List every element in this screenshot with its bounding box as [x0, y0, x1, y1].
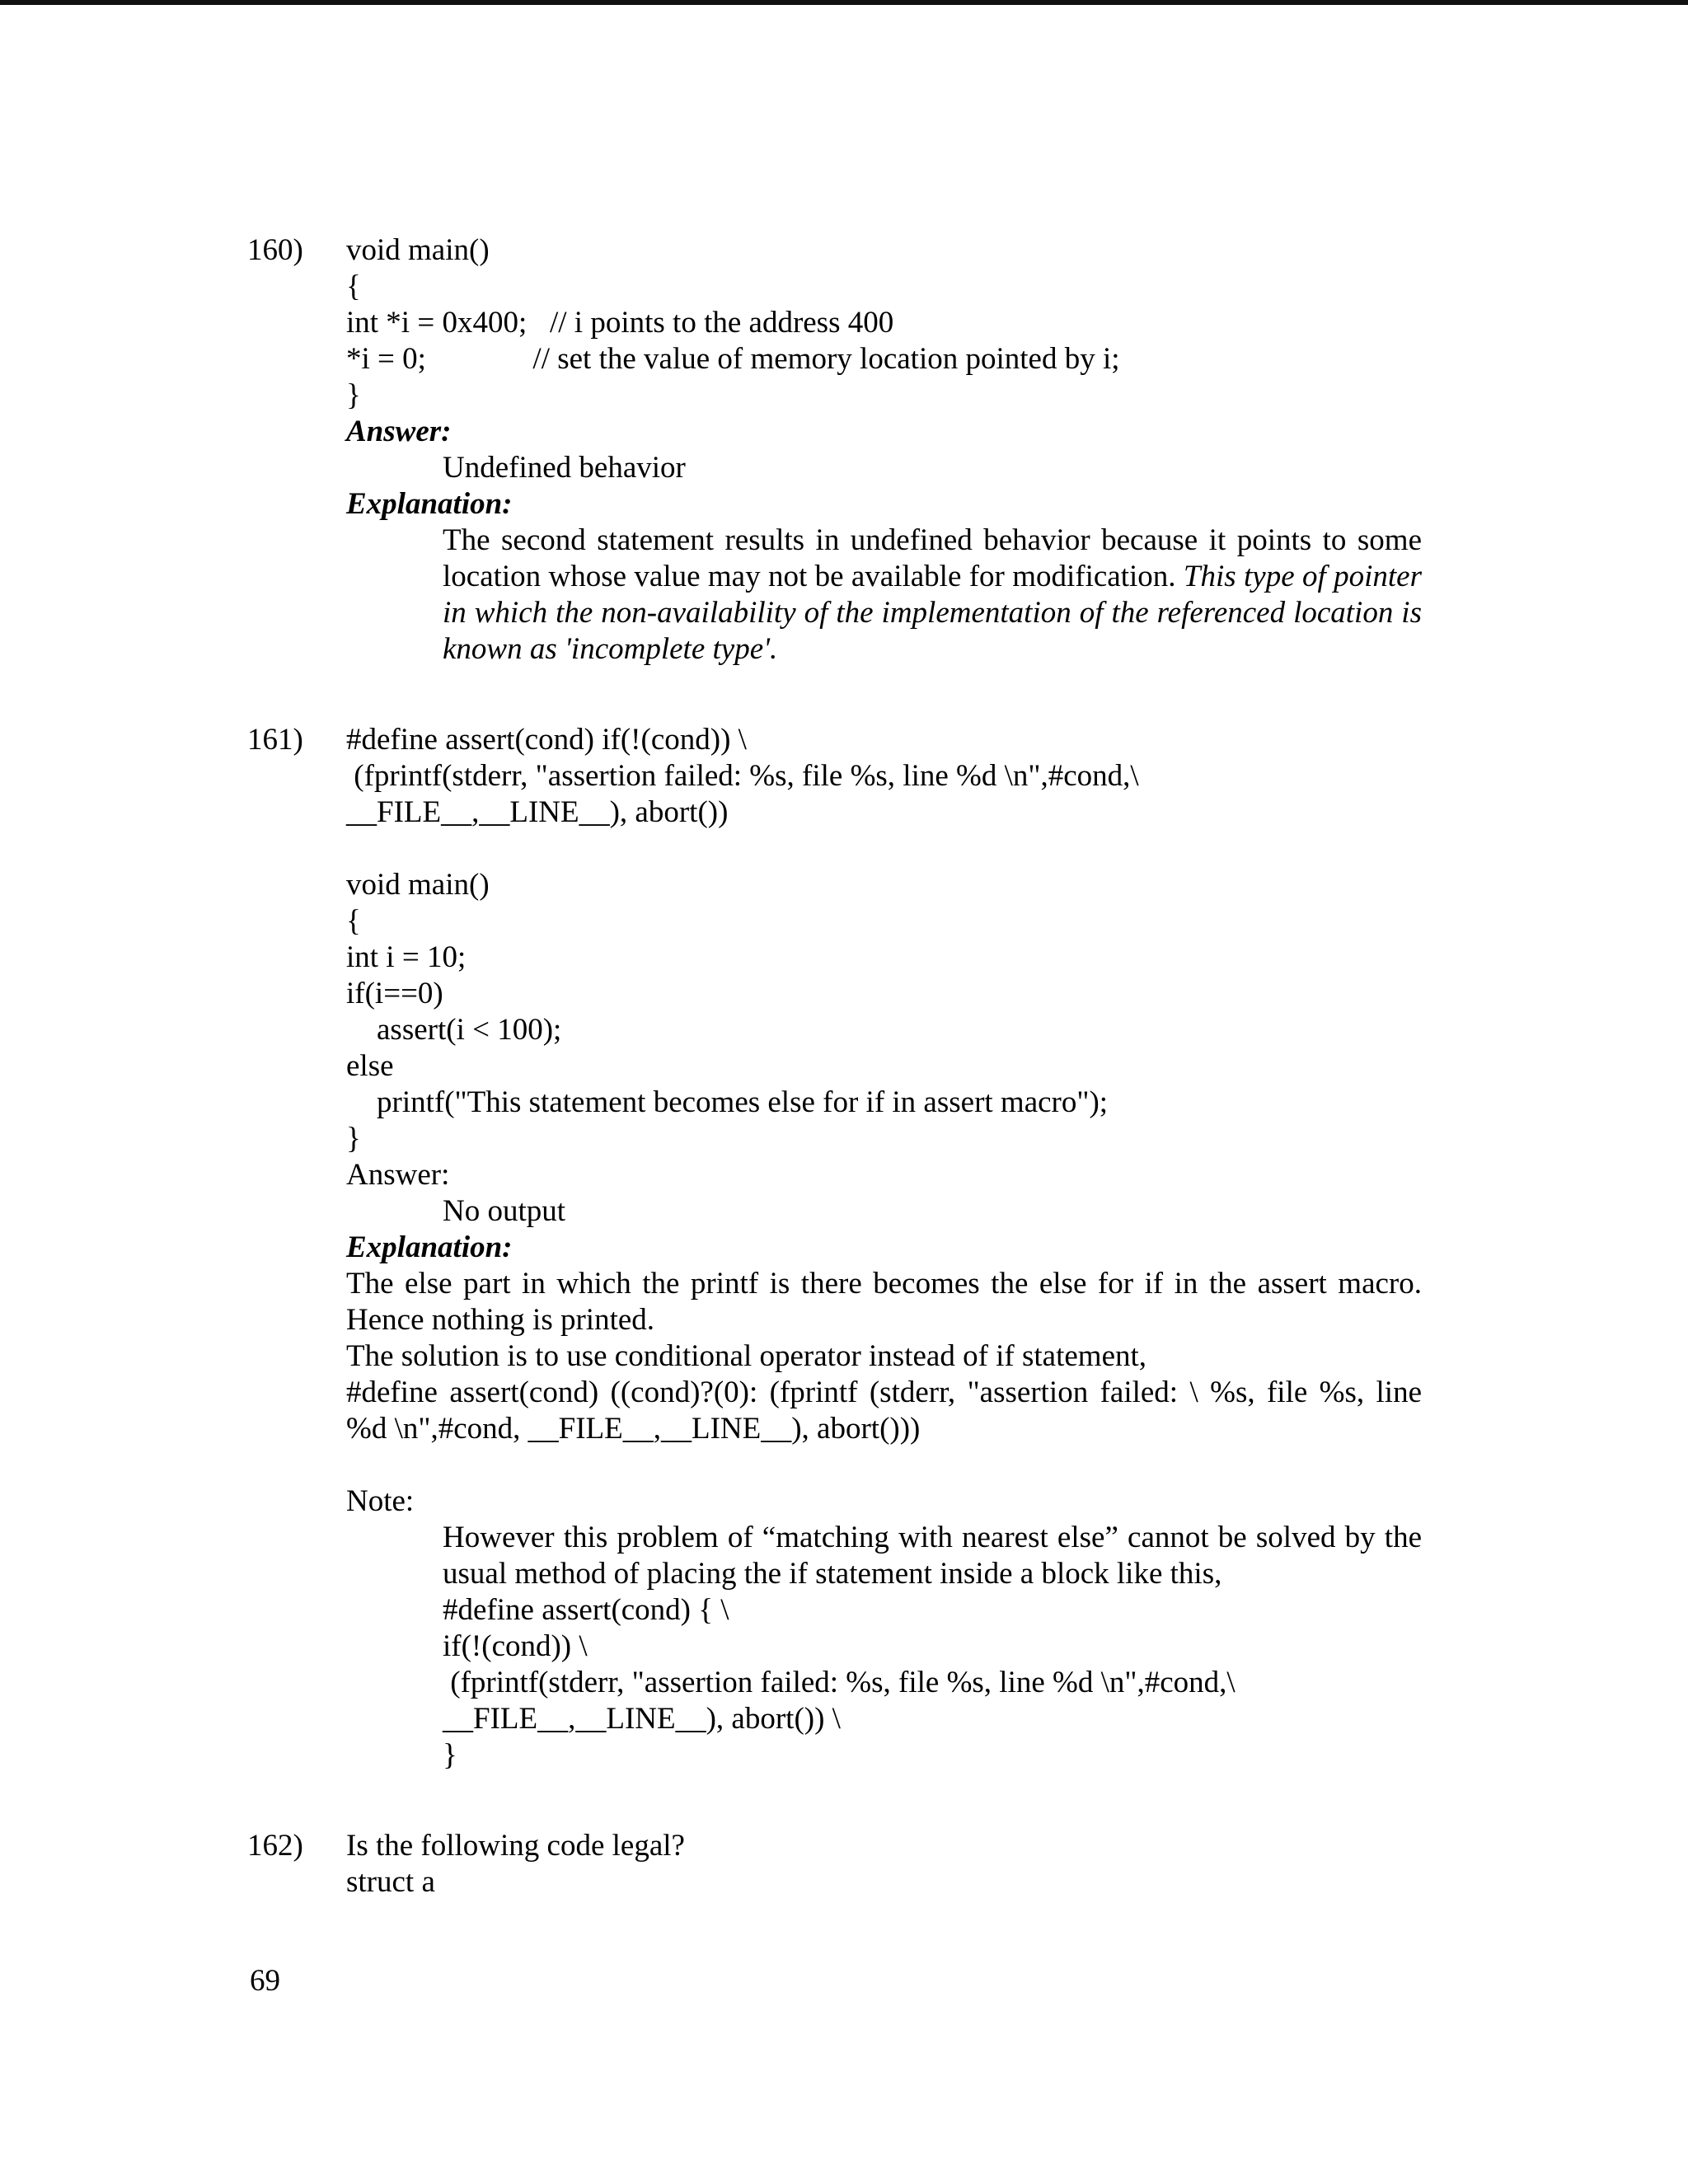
note-code-line: __FILE__,__LINE__), abort()) \: [443, 1702, 841, 1736]
explanation-text: The else part in which the printf is there becomes the else for if in the assert macro. Hence nothing is printed.: [346, 1267, 1422, 1337]
code-line: {: [346, 269, 361, 303]
spacer: [346, 1447, 1422, 1483]
code-line: if(i==0): [346, 977, 443, 1010]
code-line: {: [346, 904, 361, 938]
answer-label: Answer:: [346, 1158, 450, 1192]
question-162: [247, 1828, 1533, 1900]
code-line: printf("This statement becomes else for if in assert macro");: [346, 1085, 1109, 1119]
macro-line: __FILE__,__LINE__), abort()): [346, 795, 729, 829]
answer-text: Undefined behavior: [443, 451, 686, 485]
macro-line: (fprintf(stderr, "assertion failed: %s, file %s, line %d \n",#cond,\: [346, 759, 1139, 793]
code-line: assert(i < 100);: [346, 1013, 562, 1047]
code-line: }: [346, 1122, 361, 1155]
scan-edge-artifact: [0, 0, 1688, 5]
question-160: [247, 232, 1533, 668]
question-body: [346, 232, 1422, 668]
page-number: 69: [250, 1964, 280, 1998]
note-code-line: if(!(cond)) \: [443, 1629, 588, 1663]
question-text: Is the following code legal?: [346, 1829, 685, 1863]
spacer: [346, 831, 1422, 867]
question-161: [247, 722, 1533, 1774]
question-number: 160): [247, 233, 303, 267]
explanation-regular-text: The second statement results in undefined behavior because it points to some location whose value may not be available for modification.: [443, 523, 1422, 593]
code-line: void main(): [346, 868, 490, 902]
code-line: int *i = 0x400; // i points to the address 400: [346, 306, 894, 340]
question-body: [346, 722, 1422, 1774]
define-solution-text: #define assert(cond) ((cond)?(0): (fprintf (stderr, "assertion failed: \ %s, file %s, line %d \n",#cond, __FILE__,__LINE__), abort())): [346, 1376, 1422, 1446]
answer-label: Answer:: [346, 415, 452, 448]
code-line: void main(): [346, 233, 490, 267]
note-code-line: #define assert(cond) { \: [443, 1593, 729, 1627]
explanation-label: Explanation:: [346, 1230, 513, 1264]
question-number: 161): [247, 723, 303, 757]
explanation-italic-text: This type of pointer in which the non-availability of the implementation of the referenced location is known as 'incomplete type'.: [443, 560, 1422, 666]
explanation-text: [443, 523, 1422, 668]
code-line: else: [346, 1049, 394, 1083]
note-code-line: }: [443, 1738, 457, 1772]
note-code-line: (fprintf(stderr, "assertion failed: %s, file %s, line %d \n",#cond,\: [443, 1666, 1236, 1699]
solution-line: The solution is to use conditional operator instead of if statement,: [346, 1339, 1147, 1373]
page-content: [247, 232, 1533, 1955]
code-line: int i = 10;: [346, 940, 467, 974]
question-number: 162): [247, 1829, 303, 1863]
code-line: struct a: [346, 1865, 435, 1899]
code-line: *i = 0; // set the value of memory location pointed by i;: [346, 342, 1120, 376]
macro-line: #define assert(cond) if(!(cond)) \: [346, 723, 747, 757]
explanation-label: Explanation:: [346, 487, 513, 521]
answer-text: No output: [443, 1194, 566, 1228]
note-text: However this problem of “matching with nearest else” cannot be solved by the usual method of placing the if statement inside a block like this,: [443, 1521, 1422, 1591]
note-label: Note:: [346, 1484, 415, 1518]
question-body: [346, 1828, 1422, 1900]
code-line: }: [346, 378, 361, 412]
